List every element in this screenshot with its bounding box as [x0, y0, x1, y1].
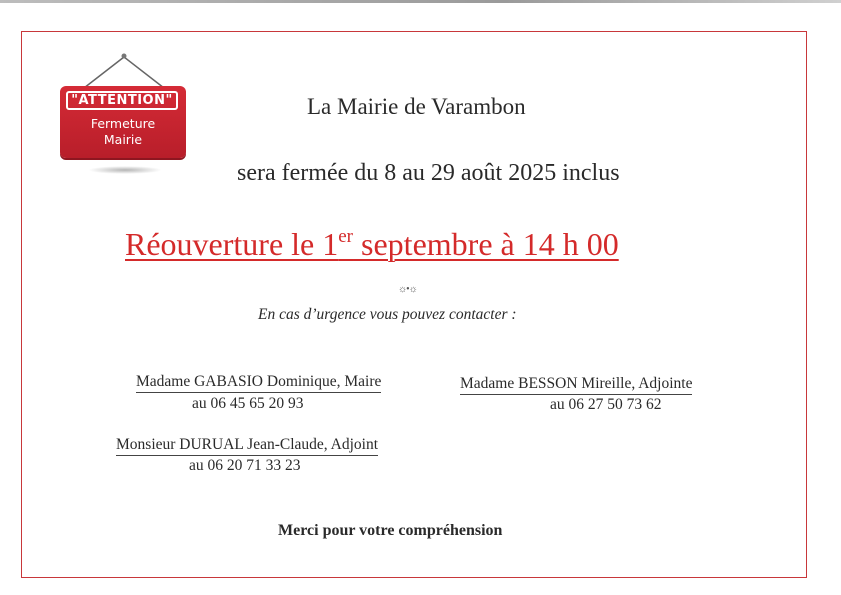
contact-deputy-durual-phone: au 06 20 71 33 23: [189, 457, 301, 474]
contact-deputy-durual-name: Monsieur DURUAL Jean-Claude, Adjoint: [116, 436, 378, 456]
attention-sign: [60, 86, 186, 158]
sign-shadow: [88, 166, 162, 174]
closure-dates: sera fermée du 8 au 29 août 2025 inclus: [237, 160, 620, 186]
contact-mayor-phone: au 06 45 65 20 93: [192, 395, 304, 412]
page-title: La Mairie de Varambon: [307, 94, 526, 119]
scan-edge-line: [0, 0, 841, 3]
sign-attention-label: "ATTENTION": [66, 91, 178, 110]
sign-line-2: Mairie: [103, 132, 143, 147]
reopening-notice: [125, 226, 619, 263]
sign-closure-text: [60, 116, 186, 148]
reopening-ordinal: er: [338, 226, 354, 247]
reopening-suffix: septembre à 14 h 00: [353, 226, 619, 262]
contact-deputy-besson-name: Madame BESSON Mireille, Adjointe: [460, 375, 692, 395]
ornament-divider: ☼•☼: [398, 284, 417, 295]
emergency-intro: En cas d’urgence vous pouvez contacter :: [258, 306, 517, 323]
sign-line-1: Fermeture: [90, 116, 156, 131]
contact-deputy-besson-phone: au 06 27 50 73 62: [550, 396, 662, 413]
reopening-prefix: Réouverture le 1: [125, 226, 339, 262]
thanks-message: Merci pour votre compréhension: [278, 522, 503, 539]
contact-mayor-name: Madame GABASIO Dominique, Maire: [136, 373, 381, 393]
